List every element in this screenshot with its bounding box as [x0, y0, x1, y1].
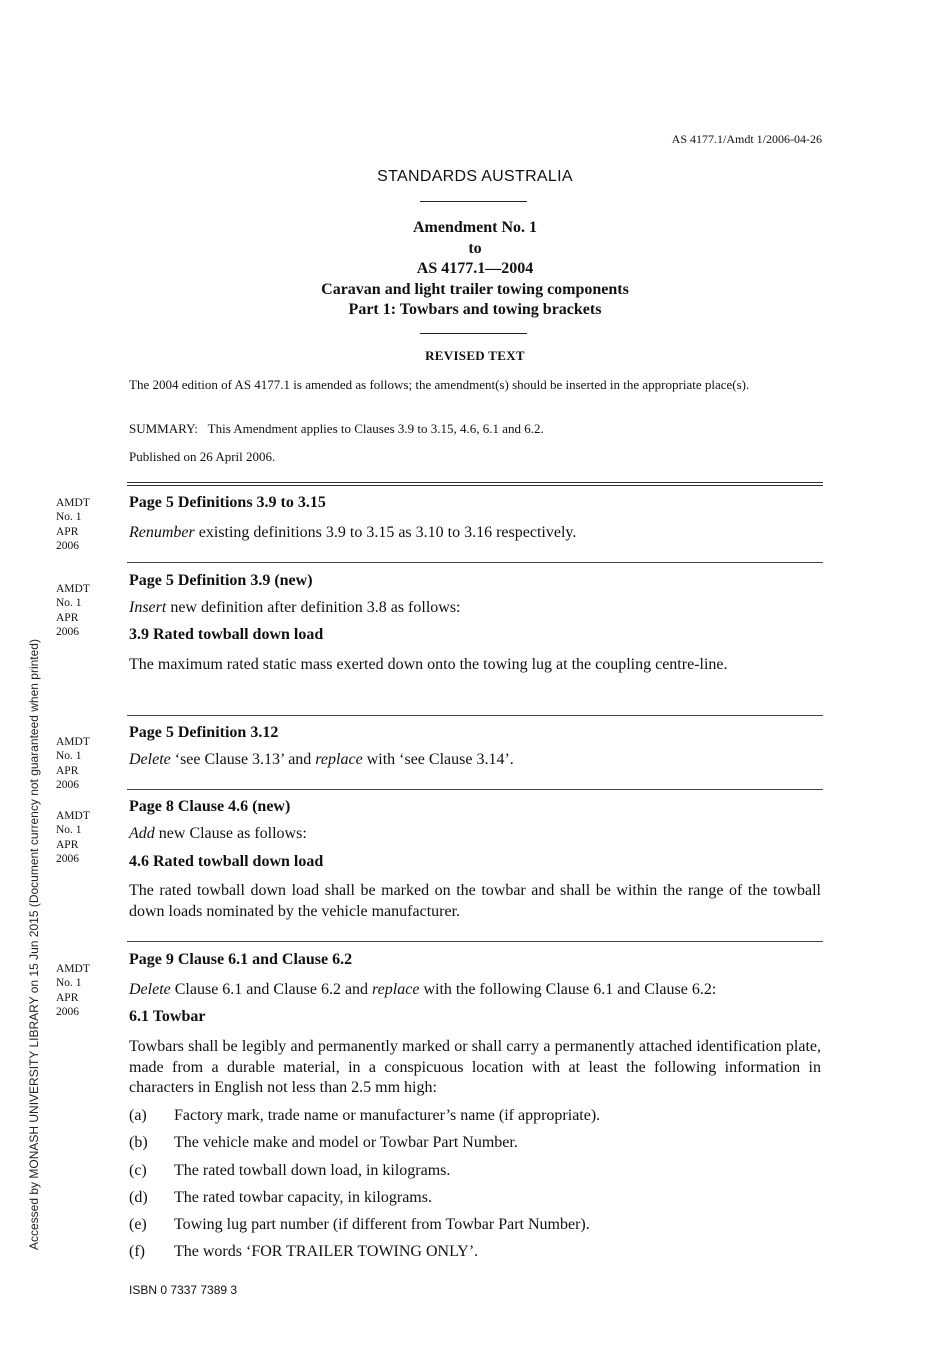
- amdt-margin-note: AMDT No. 1 APR 2006: [56, 963, 90, 1018]
- published-date: Published on 26 April 2006.: [129, 449, 276, 464]
- section-instruction: Renumber existing definitions 3.9 to 3.15 as 3.10 to 3.16 respectively.: [129, 524, 577, 541]
- divider: [420, 333, 527, 334]
- title-block: [0, 218, 950, 321]
- title-line-1: Amendment No. 1: [413, 219, 537, 236]
- document-reference: AS 4177.1/Amdt 1/2006-04-26: [671, 132, 822, 146]
- clause-body: The rated towball down load shall be marked on the towbar and shall be within the range of the towball down loads nominated by the vehicle manufacturer.: [129, 882, 821, 920]
- section-heading: Page 9 Clause 6.1 and Clause 6.2: [129, 951, 353, 968]
- summary-label: SUMMARY:: [129, 421, 198, 436]
- amdt-margin-note: AMDT No. 1 APR 2006: [56, 736, 90, 791]
- amdt-margin-note: AMDT No. 1 APR 2006: [56, 810, 90, 865]
- section-rule: [127, 789, 823, 790]
- list-item: (f) The words ‘FOR TRAILER TOWING ONLY’.: [129, 1243, 479, 1260]
- organization-name: STANDARDS AUSTRALIA: [377, 168, 573, 185]
- clause-heading: 4.6 Rated towball down load: [129, 853, 324, 870]
- list-item: (a) Factory mark, trade name or manufacturer’s name (if appropriate).: [129, 1107, 601, 1124]
- summary: [129, 420, 821, 437]
- revised-text-heading: REVISED TEXT: [425, 348, 525, 363]
- section-rule: [127, 941, 823, 942]
- title-line-3: AS 4177.1—2004: [416, 260, 534, 278]
- clause-body: The maximum rated static mass exerted down onto the towing lug at the coupling centre-line.: [129, 656, 728, 673]
- clause-heading: 3.9 Rated towball down load: [129, 626, 324, 643]
- list-item: (e) Towing lug part number (if different from Towbar Part Number).: [129, 1216, 590, 1233]
- list-item: (d) The rated towbar capacity, in kilograms.: [129, 1189, 432, 1206]
- amdt-margin-note: AMDT No. 1 APR 2006: [56, 583, 90, 638]
- title-line-4: Caravan and light trailer towing components: [321, 280, 629, 298]
- isbn: ISBN 0 7337 7389 3: [129, 1283, 238, 1297]
- clause-heading: 6.1 Towbar: [129, 1008, 206, 1025]
- section-heading: Page 5 Definition 3.12: [129, 724, 279, 741]
- title-line-5: Part 1: Towbars and towing brackets: [348, 301, 602, 319]
- summary-text: This Amendment applies to Clauses 3.9 to 3.15, 4.6, 6.1 and 6.2.: [207, 421, 544, 436]
- section-instruction: Insert new definition after definition 3.8 as follows:: [129, 599, 461, 616]
- section-heading: Page 5 Definition 3.9 (new): [129, 572, 313, 589]
- amdt-margin-note: AMDT No. 1 APR 2006: [56, 497, 90, 552]
- section-rule: [127, 715, 823, 716]
- section-instruction: Add new Clause as follows:: [129, 825, 307, 842]
- clause-body: Towbars shall be legibly and permanently marked or shall carry a permanently attached identification plate, made from a durable material, in a conspicuous location with at least the following information in characters in English not less than 2.5 mm high:: [129, 1038, 821, 1096]
- divider: [420, 201, 527, 202]
- title-line-2: to: [468, 239, 482, 257]
- access-watermark: Accessed by MONASH UNIVERSITY LIBRARY on 15 Jun 2015 (Document currency not guaranteed when printed): [27, 639, 41, 1250]
- section-instruction: Delete ‘see Clause 3.13’ and replace with ‘see Clause 3.14’.: [129, 751, 514, 768]
- section-rule: [127, 562, 823, 563]
- intro-paragraph: The 2004 edition of AS 4177.1 is amended as follows; the amendment(s) should be inserted in the appropriate place(s).: [129, 377, 750, 392]
- list-item: (c) The rated towball down load, in kilograms.: [129, 1162, 451, 1179]
- double-rule: [127, 482, 823, 486]
- section-heading: Page 8 Clause 4.6 (new): [129, 798, 291, 815]
- section-instruction: Delete Clause 6.1 and Clause 6.2 and replace with the following Clause 6.1 and Clause 6.2:: [129, 981, 717, 998]
- section-heading: Page 5 Definitions 3.9 to 3.15: [129, 494, 326, 511]
- list-item: (b) The vehicle make and model or Towbar Part Number.: [129, 1134, 518, 1151]
